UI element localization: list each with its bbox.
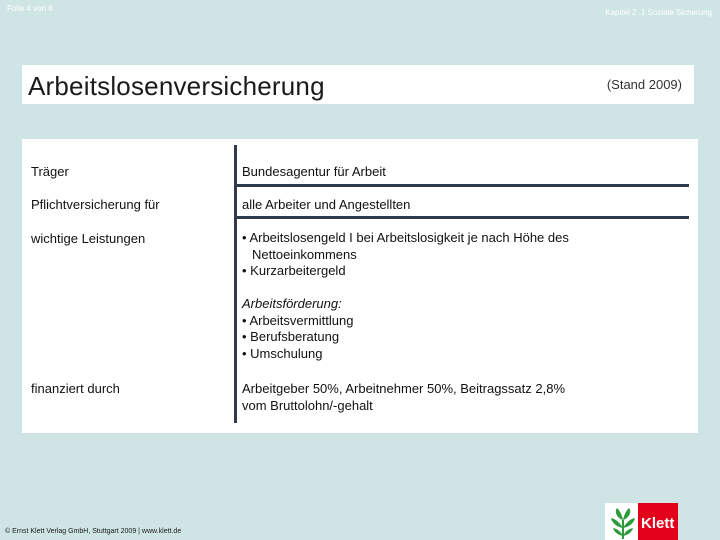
pflicht-label: Pflichtversicherung für <box>31 197 160 212</box>
pflicht-value: alle Arbeiter und Angestellten <box>242 197 411 212</box>
finanziert-value <box>242 381 565 414</box>
klett-logo[interactable] <box>605 503 678 540</box>
traeger-value: Bundesagentur für Arbeit <box>242 164 386 179</box>
leistungen-line-1: • Arbeitslosengeld I bei Arbeitslosigkeit je nach Höhe des <box>242 230 569 245</box>
title-bar <box>22 65 694 104</box>
info-table <box>22 139 698 433</box>
klett-logo-text: Klett <box>641 515 675 532</box>
slide-counter: Folie 4 von 6 <box>7 4 53 13</box>
finanziert-line-1: Arbeitgeber 50%, Arbeitnehmer 50%, Beitragssatz 2,8% <box>242 381 566 396</box>
foerderung-item-1: • Arbeitsvermittlung <box>242 312 354 328</box>
copyright-footer: © Ernst Klett Verlag GmbH, Stuttgart 2009 | www.klett.de <box>5 528 182 535</box>
finanziert-label: finanziert durch <box>31 381 120 396</box>
leistungen-line-3: • Kurzarbeitergeld <box>242 263 346 278</box>
foerderung-item-2: • Berufsberatung <box>242 329 340 344</box>
row-divider-1 <box>234 184 689 187</box>
traeger-label: Träger <box>31 164 69 179</box>
leistungen-value <box>242 230 569 280</box>
foerderung-item-3: • Umschulung <box>242 345 323 361</box>
klett-flower-icon <box>609 506 637 540</box>
foerderung-value <box>242 296 353 362</box>
leistungen-label: wichtige Leistungen <box>31 231 146 246</box>
row-divider-2 <box>234 216 689 219</box>
stand-label: (Stand 2009) <box>606 77 682 92</box>
finanziert-line-2: vom Bruttolohn/-gehalt <box>242 397 373 413</box>
page-title: Arbeitslosenversicherung <box>28 71 325 101</box>
foerderung-heading: Arbeitsförderung: <box>242 296 342 311</box>
chapter-label: Kapitel 2 .1 Soziale Sicherung <box>605 8 712 17</box>
leistungen-line-2: Nettoeinkommens <box>252 246 357 262</box>
